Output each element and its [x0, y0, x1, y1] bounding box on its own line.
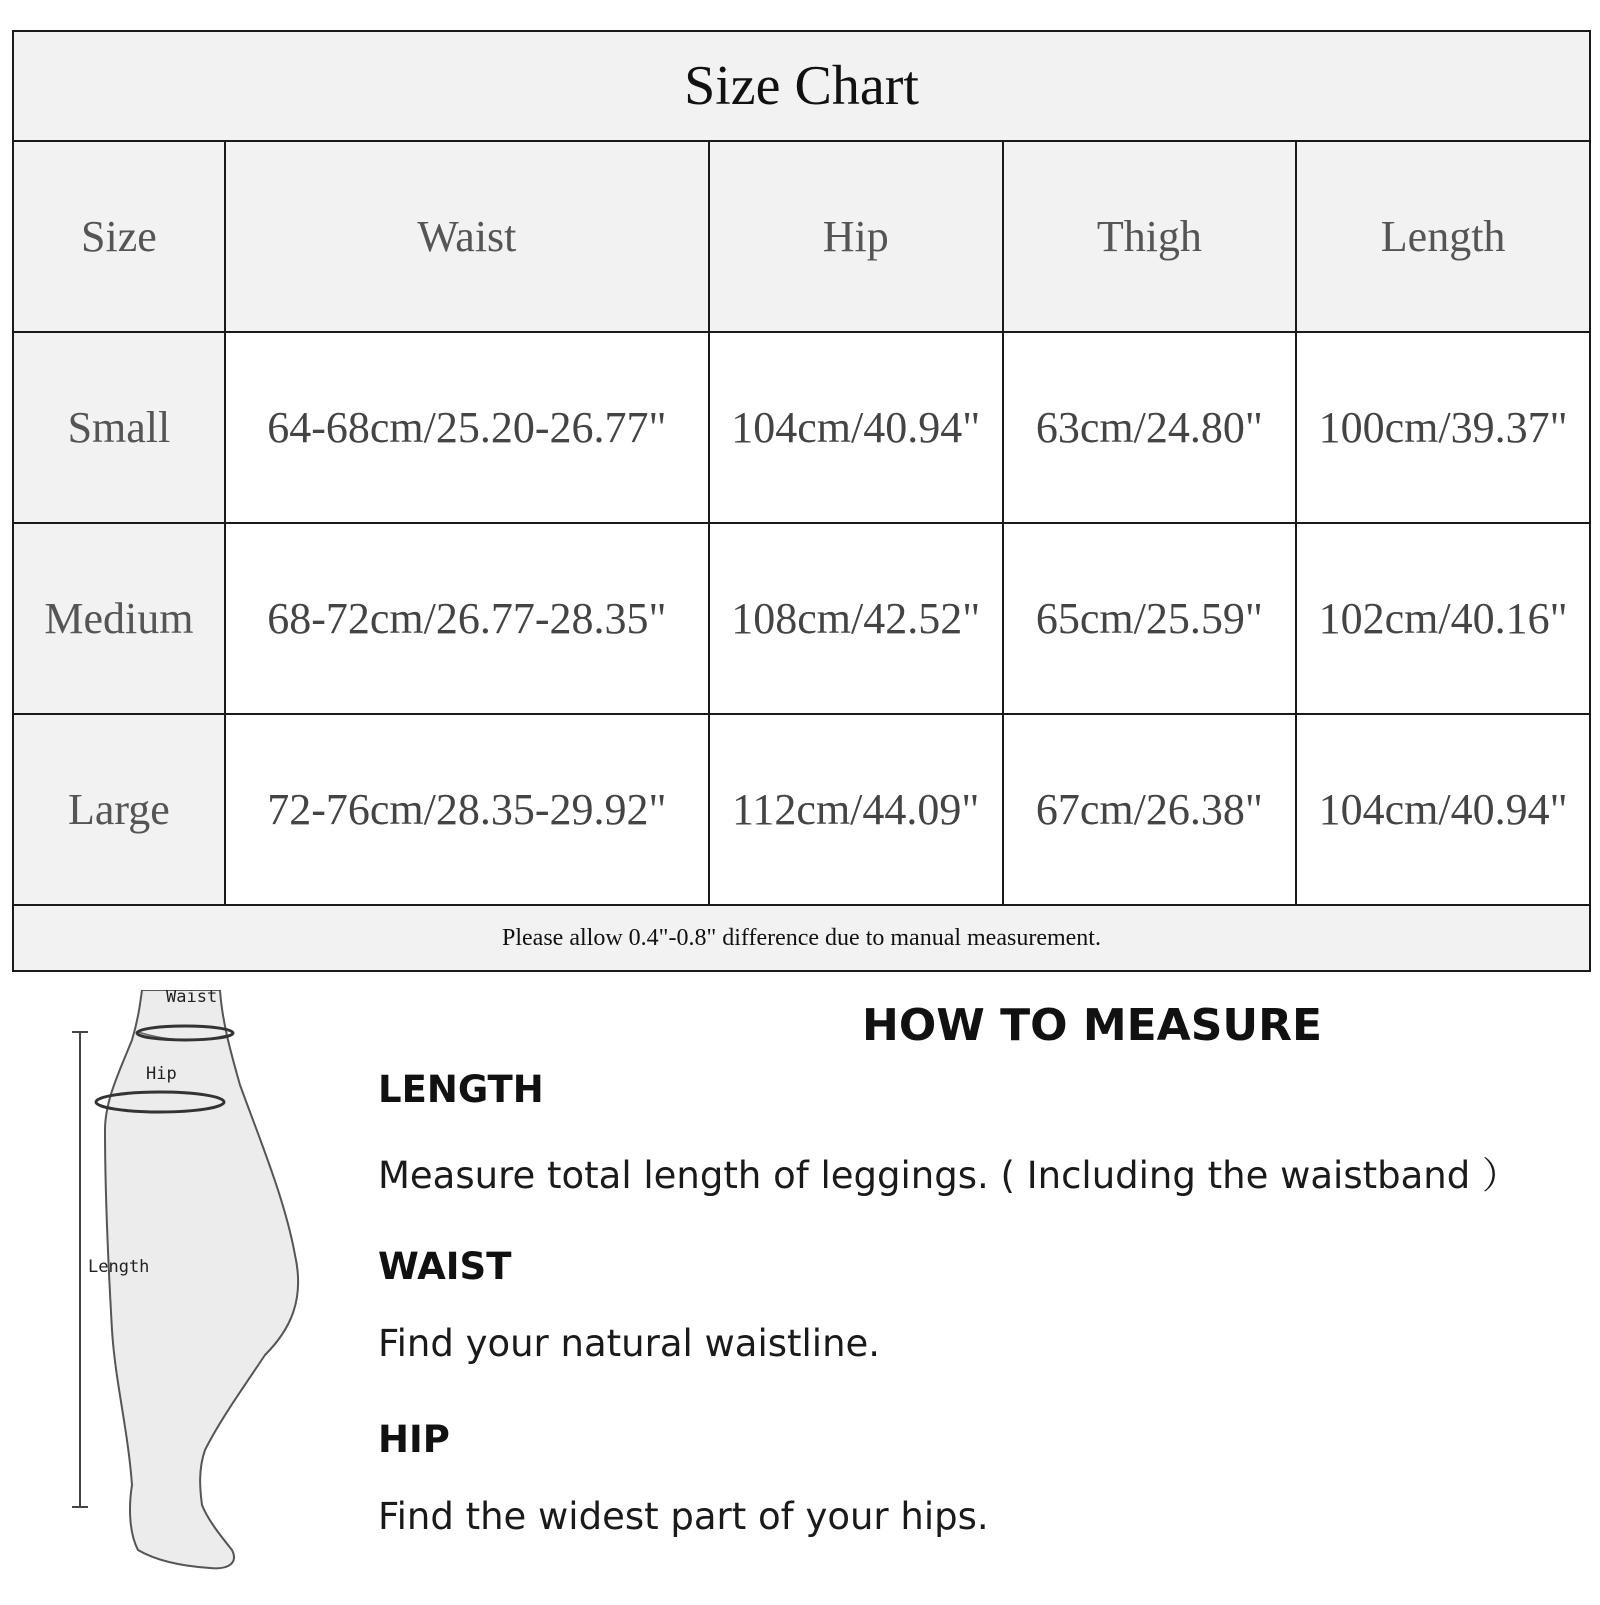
leggings-figure — [60, 990, 340, 1600]
header-length: Length — [1296, 141, 1590, 332]
table-row — [13, 332, 1590, 523]
size-chart-table — [12, 30, 1591, 972]
thigh-cell: 63cm/24.80" — [1003, 332, 1297, 523]
header-hip: Hip — [709, 141, 1003, 332]
length-cell: 104cm/40.94" — [1296, 714, 1590, 905]
waist-title: WAIST — [378, 1245, 512, 1288]
thigh-cell: 65cm/25.59" — [1003, 523, 1297, 714]
length-description: Measure total length of leggings. ( Including the waistband ） — [378, 1154, 1519, 1197]
waist-label: Waist — [166, 990, 218, 1007]
waist-description: Find your natural waistline. — [378, 1322, 881, 1365]
note-row — [13, 905, 1590, 971]
length-label: Length — [88, 1257, 150, 1277]
waist-cell: 68-72cm/26.77-28.35" — [225, 523, 709, 714]
hip-label: Hip — [146, 1064, 177, 1084]
title-row — [13, 31, 1590, 141]
table-row — [13, 523, 1590, 714]
thigh-cell: 67cm/26.38" — [1003, 714, 1297, 905]
leg-shape — [105, 990, 298, 1568]
length-title: LENGTH — [378, 1068, 544, 1111]
chart-title: Size Chart — [13, 31, 1590, 141]
hip-cell: 112cm/44.09" — [709, 714, 1003, 905]
hip-cell: 108cm/42.52" — [709, 523, 1003, 714]
header-row — [13, 141, 1590, 332]
length-cell: 102cm/40.16" — [1296, 523, 1590, 714]
measurement-note: Please allow 0.4"-0.8" difference due to manual measurement. — [13, 905, 1590, 971]
hip-description: Find the widest part of your hips. — [378, 1495, 989, 1538]
table-row — [13, 714, 1590, 905]
waist-cell: 72-76cm/28.35-29.92" — [225, 714, 709, 905]
hip-title: HIP — [378, 1418, 450, 1461]
length-cell: 100cm/39.37" — [1296, 332, 1590, 523]
size-cell: Large — [13, 714, 225, 905]
waist-cell: 64-68cm/25.20-26.77" — [225, 332, 709, 523]
header-waist: Waist — [225, 141, 709, 332]
hip-cell: 104cm/40.94" — [709, 332, 1003, 523]
header-size: Size — [13, 141, 225, 332]
size-cell: Small — [13, 332, 225, 523]
leggings-illustration — [60, 990, 340, 1600]
how-to-measure-heading: HOW TO MEASURE — [862, 1000, 1323, 1051]
header-thigh: Thigh — [1003, 141, 1297, 332]
size-cell: Medium — [13, 523, 225, 714]
